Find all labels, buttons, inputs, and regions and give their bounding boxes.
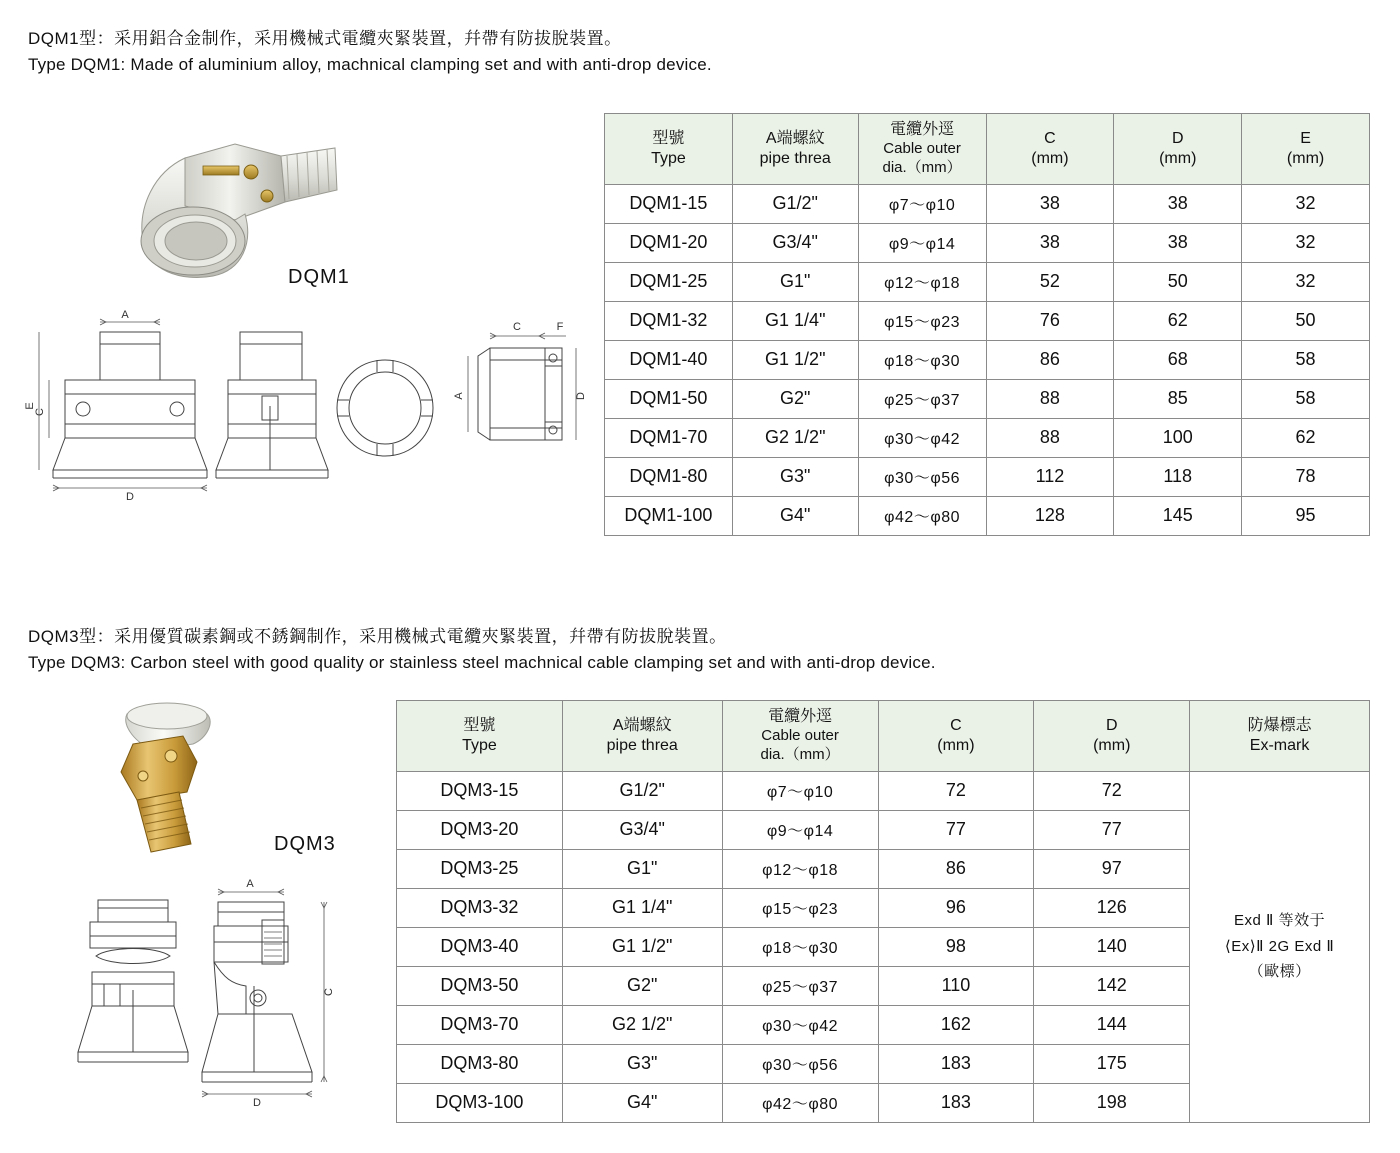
dqm1-col-e bbox=[1242, 114, 1370, 185]
dqm3-col-c bbox=[878, 701, 1034, 772]
dqm1-col-d-unit: (mm) bbox=[1159, 149, 1197, 167]
dqm3-col-thread-cn: A端螺紋 bbox=[612, 716, 672, 734]
section1-description-chinese: DQM1型：采用鋁合金制作，采用機械式電纜夾緊裝置，幷帶有防拔脫裝置。 bbox=[28, 29, 622, 48]
dqm3-col-cable-dia bbox=[722, 701, 878, 772]
dqm1-col-type-cn: 型號 bbox=[652, 129, 685, 147]
cell-e: 32 bbox=[1242, 262, 1370, 301]
cell-c: 183 bbox=[878, 1083, 1034, 1122]
dqm1-col-e-unit: (mm) bbox=[1286, 149, 1325, 167]
cell-d: 126 bbox=[1034, 888, 1190, 927]
cell-d: 140 bbox=[1034, 927, 1190, 966]
cell-thread: G1 1/2" bbox=[562, 927, 722, 966]
exmark-line-3: （歐標） bbox=[1248, 963, 1311, 981]
dqm1-technical-drawings bbox=[24, 309, 595, 515]
cell-e: 95 bbox=[1242, 496, 1370, 535]
cell-c: 112 bbox=[986, 457, 1114, 496]
dqm1-col-e-label: E bbox=[1300, 129, 1311, 147]
dqm3-col-type-cn: 型號 bbox=[463, 716, 496, 734]
cell-d: 118 bbox=[1114, 457, 1242, 496]
cell-c: 77 bbox=[878, 810, 1034, 849]
dqm3-col-d bbox=[1034, 701, 1190, 772]
dqm3-col-d-unit: (mm) bbox=[1093, 736, 1131, 754]
cell-exmark bbox=[1190, 771, 1370, 1122]
cell-cable-dia: φ42～φ80 bbox=[722, 1083, 878, 1122]
dqm3-col-c-label: C bbox=[950, 716, 962, 734]
svg-text:D: D bbox=[253, 1097, 261, 1109]
cell-e: 32 bbox=[1242, 223, 1370, 262]
svg-text:A: A bbox=[246, 878, 254, 890]
cell-thread: G2" bbox=[562, 966, 722, 1005]
dqm3-table-head bbox=[397, 701, 1370, 772]
cell-c: 98 bbox=[878, 927, 1034, 966]
cell-d: 142 bbox=[1034, 966, 1190, 1005]
cell-type: DQM1-50 bbox=[605, 379, 733, 418]
cell-d: 144 bbox=[1034, 1005, 1190, 1044]
cell-cable-dia: φ42～φ80 bbox=[858, 496, 986, 535]
cell-c: 38 bbox=[986, 184, 1114, 223]
cell-cable-dia: φ9～φ14 bbox=[858, 223, 986, 262]
dqm3-col-exmark-en: Ex-mark bbox=[1249, 736, 1310, 754]
cell-type: DQM1-80 bbox=[605, 457, 733, 496]
cell-d: 38 bbox=[1114, 223, 1242, 262]
dqm1-col-thread bbox=[732, 114, 858, 185]
svg-text:C: C bbox=[513, 321, 521, 333]
dqm1-col-d bbox=[1114, 114, 1242, 185]
dqm1-col-cable-dia bbox=[858, 114, 986, 185]
svg-text:E: E bbox=[24, 402, 36, 410]
cell-e: 50 bbox=[1242, 301, 1370, 340]
cell-cable-dia: φ25～φ37 bbox=[858, 379, 986, 418]
cell-c: 183 bbox=[878, 1044, 1034, 1083]
cell-type: DQM3-32 bbox=[397, 888, 563, 927]
cell-d: 100 bbox=[1114, 418, 1242, 457]
cell-d: 145 bbox=[1114, 496, 1242, 535]
cell-type: DQM1-100 bbox=[605, 496, 733, 535]
dqm3-product-label: DQM3 bbox=[274, 833, 336, 855]
cell-d: 50 bbox=[1114, 262, 1242, 301]
cell-cable-dia: φ15～φ23 bbox=[858, 301, 986, 340]
dqm1-col-cable-dia-cn: 電纜外逕 bbox=[890, 121, 955, 138]
dqm3-col-exmark bbox=[1190, 701, 1370, 772]
cell-cable-dia: φ30～φ56 bbox=[722, 1044, 878, 1083]
dqm1-table-body bbox=[605, 184, 1370, 535]
dqm3-col-type-en: Type bbox=[462, 736, 497, 754]
cell-cable-dia: φ18～φ30 bbox=[722, 927, 878, 966]
table-row bbox=[605, 301, 1370, 340]
cell-thread: G2 1/2" bbox=[562, 1005, 722, 1044]
dqm1-table-head bbox=[605, 114, 1370, 185]
cell-thread: G1" bbox=[732, 262, 858, 301]
dqm1-spec-table bbox=[604, 113, 1370, 536]
cell-type: DQM3-80 bbox=[397, 1044, 563, 1083]
cell-thread: G3/4" bbox=[562, 810, 722, 849]
cell-type: DQM3-50 bbox=[397, 966, 563, 1005]
cell-c: 162 bbox=[878, 1005, 1034, 1044]
cell-type: DQM1-20 bbox=[605, 223, 733, 262]
cell-d: 38 bbox=[1114, 184, 1242, 223]
dqm3-col-cable-dia-en2: dia.（mm） bbox=[760, 745, 840, 763]
dqm1-col-d-label: D bbox=[1171, 129, 1184, 147]
dqm3-table-body bbox=[397, 771, 1370, 1122]
cell-thread: G1" bbox=[562, 849, 722, 888]
cell-d: 72 bbox=[1034, 771, 1190, 810]
svg-text:A: A bbox=[121, 309, 129, 321]
cell-d: 85 bbox=[1114, 379, 1242, 418]
table-row bbox=[605, 223, 1370, 262]
cell-c: 52 bbox=[986, 262, 1114, 301]
dqm3-col-exmark-cn: 防爆標志 bbox=[1247, 716, 1312, 734]
cell-cable-dia: φ12～φ18 bbox=[722, 849, 878, 888]
cell-thread: G1 1/2" bbox=[732, 340, 858, 379]
cell-cable-dia: φ7～φ10 bbox=[858, 184, 986, 223]
cell-type: DQM1-40 bbox=[605, 340, 733, 379]
svg-text:D: D bbox=[575, 392, 587, 400]
cell-e: 32 bbox=[1242, 184, 1370, 223]
dqm1-col-thread-en: pipe threa bbox=[759, 149, 831, 167]
section2-description-chinese: DQM3型：采用優質碳素鋼或不銹鋼制作，采用機械式電纜夾緊裝置，幷帶有防拔脫裝置。 bbox=[28, 627, 727, 646]
table-row bbox=[397, 771, 1370, 810]
cell-thread: G1 1/4" bbox=[562, 888, 722, 927]
cell-thread: G3/4" bbox=[732, 223, 858, 262]
dqm3-technical-drawings bbox=[70, 880, 370, 1120]
dqm3-spec-table bbox=[396, 700, 1370, 1123]
cell-c: 110 bbox=[878, 966, 1034, 1005]
cell-c: 128 bbox=[986, 496, 1114, 535]
cell-thread: G3" bbox=[562, 1044, 722, 1083]
dqm3-col-cable-dia-en: Cable outer bbox=[761, 727, 839, 744]
cell-c: 88 bbox=[986, 379, 1114, 418]
dqm1-col-type bbox=[605, 114, 733, 185]
cell-type: DQM1-25 bbox=[605, 262, 733, 301]
dqm3-col-cable-dia-cn: 電纜外逕 bbox=[768, 708, 833, 725]
cell-type: DQM3-100 bbox=[397, 1083, 563, 1122]
cell-cable-dia: φ30～φ42 bbox=[722, 1005, 878, 1044]
cell-e: 58 bbox=[1242, 340, 1370, 379]
exmark-line-2: ⟨Ex⟩Ⅱ 2G Exd Ⅱ bbox=[1224, 937, 1335, 955]
cell-type: DQM3-20 bbox=[397, 810, 563, 849]
cell-e: 62 bbox=[1242, 418, 1370, 457]
table-row bbox=[605, 496, 1370, 535]
svg-text:C: C bbox=[323, 988, 335, 996]
cell-c: 38 bbox=[986, 223, 1114, 262]
cell-thread: G4" bbox=[562, 1083, 722, 1122]
cell-cable-dia: φ30～φ56 bbox=[858, 457, 986, 496]
cell-c: 72 bbox=[878, 771, 1034, 810]
dqm1-col-type-en: Type bbox=[651, 149, 686, 167]
cell-cable-dia: φ18～φ30 bbox=[858, 340, 986, 379]
table-row bbox=[605, 262, 1370, 301]
table-row bbox=[605, 418, 1370, 457]
cell-type: DQM1-32 bbox=[605, 301, 733, 340]
cell-thread: G1/2" bbox=[562, 771, 722, 810]
dqm1-product-photo bbox=[85, 110, 375, 290]
cell-thread: G4" bbox=[732, 496, 858, 535]
cell-cable-dia: φ7～φ10 bbox=[722, 771, 878, 810]
cell-type: DQM3-70 bbox=[397, 1005, 563, 1044]
cell-type: DQM1-15 bbox=[605, 184, 733, 223]
section2-description-english: Type DQM3: Carbon steel with good quality or stainless steel machnical cable clamping set and with anti-drop device. bbox=[28, 653, 936, 672]
section1-description-english: Type DQM1: Made of aluminium alloy, machnical clamping set and with anti-drop device. bbox=[28, 55, 712, 74]
cell-cable-dia: φ9～φ14 bbox=[722, 810, 878, 849]
cell-thread: G2 1/2" bbox=[732, 418, 858, 457]
cell-type: DQM3-40 bbox=[397, 927, 563, 966]
cell-thread: G1 1/4" bbox=[732, 301, 858, 340]
cell-cable-dia: φ25～φ37 bbox=[722, 966, 878, 1005]
cell-thread: G1/2" bbox=[732, 184, 858, 223]
dqm1-col-c-label: C bbox=[1044, 129, 1056, 147]
dqm3-col-thread bbox=[562, 701, 722, 772]
dqm1-col-thread-cn: A端螺紋 bbox=[765, 129, 825, 147]
cell-d: 68 bbox=[1114, 340, 1242, 379]
cell-cable-dia: φ12～φ18 bbox=[858, 262, 986, 301]
cell-e: 58 bbox=[1242, 379, 1370, 418]
table-row bbox=[605, 457, 1370, 496]
cell-d: 77 bbox=[1034, 810, 1190, 849]
svg-text:C: C bbox=[34, 408, 46, 416]
cell-c: 88 bbox=[986, 418, 1114, 457]
table-row bbox=[605, 340, 1370, 379]
dqm3-header-row bbox=[397, 701, 1370, 772]
cell-e: 78 bbox=[1242, 457, 1370, 496]
dqm3-col-d-label: D bbox=[1105, 716, 1118, 734]
cell-c: 86 bbox=[986, 340, 1114, 379]
cell-type: DQM3-15 bbox=[397, 771, 563, 810]
exmark-line-1: Exd Ⅱ 等效于 bbox=[1234, 912, 1326, 930]
table-row bbox=[605, 379, 1370, 418]
dqm1-header-row bbox=[605, 114, 1370, 185]
cell-cable-dia: φ30～φ42 bbox=[858, 418, 986, 457]
cell-thread: G3" bbox=[732, 457, 858, 496]
cell-cable-dia: φ15～φ23 bbox=[722, 888, 878, 927]
cell-d: 198 bbox=[1034, 1083, 1190, 1122]
cell-c: 76 bbox=[986, 301, 1114, 340]
cell-type: DQM3-25 bbox=[397, 849, 563, 888]
cell-d: 62 bbox=[1114, 301, 1242, 340]
dqm1-col-cable-dia-en: Cable outer bbox=[883, 140, 961, 157]
dqm1-col-cable-dia-en2: dia.（mm） bbox=[882, 158, 962, 176]
cell-thread: G2" bbox=[732, 379, 858, 418]
dqm3-col-thread-en: pipe threa bbox=[606, 736, 678, 754]
svg-text:A: A bbox=[453, 392, 465, 400]
cell-c: 86 bbox=[878, 849, 1034, 888]
dqm1-product-label: DQM1 bbox=[288, 266, 350, 288]
svg-text:F: F bbox=[556, 321, 564, 333]
dqm1-col-c-unit: (mm) bbox=[1031, 149, 1069, 167]
cell-d: 175 bbox=[1034, 1044, 1190, 1083]
dqm3-col-type bbox=[397, 701, 563, 772]
table-row bbox=[605, 184, 1370, 223]
cell-d: 97 bbox=[1034, 849, 1190, 888]
dqm1-col-c bbox=[986, 114, 1114, 185]
cell-type: DQM1-70 bbox=[605, 418, 733, 457]
dqm3-col-c-unit: (mm) bbox=[937, 736, 975, 754]
cell-c: 96 bbox=[878, 888, 1034, 927]
svg-text:D: D bbox=[126, 491, 134, 503]
